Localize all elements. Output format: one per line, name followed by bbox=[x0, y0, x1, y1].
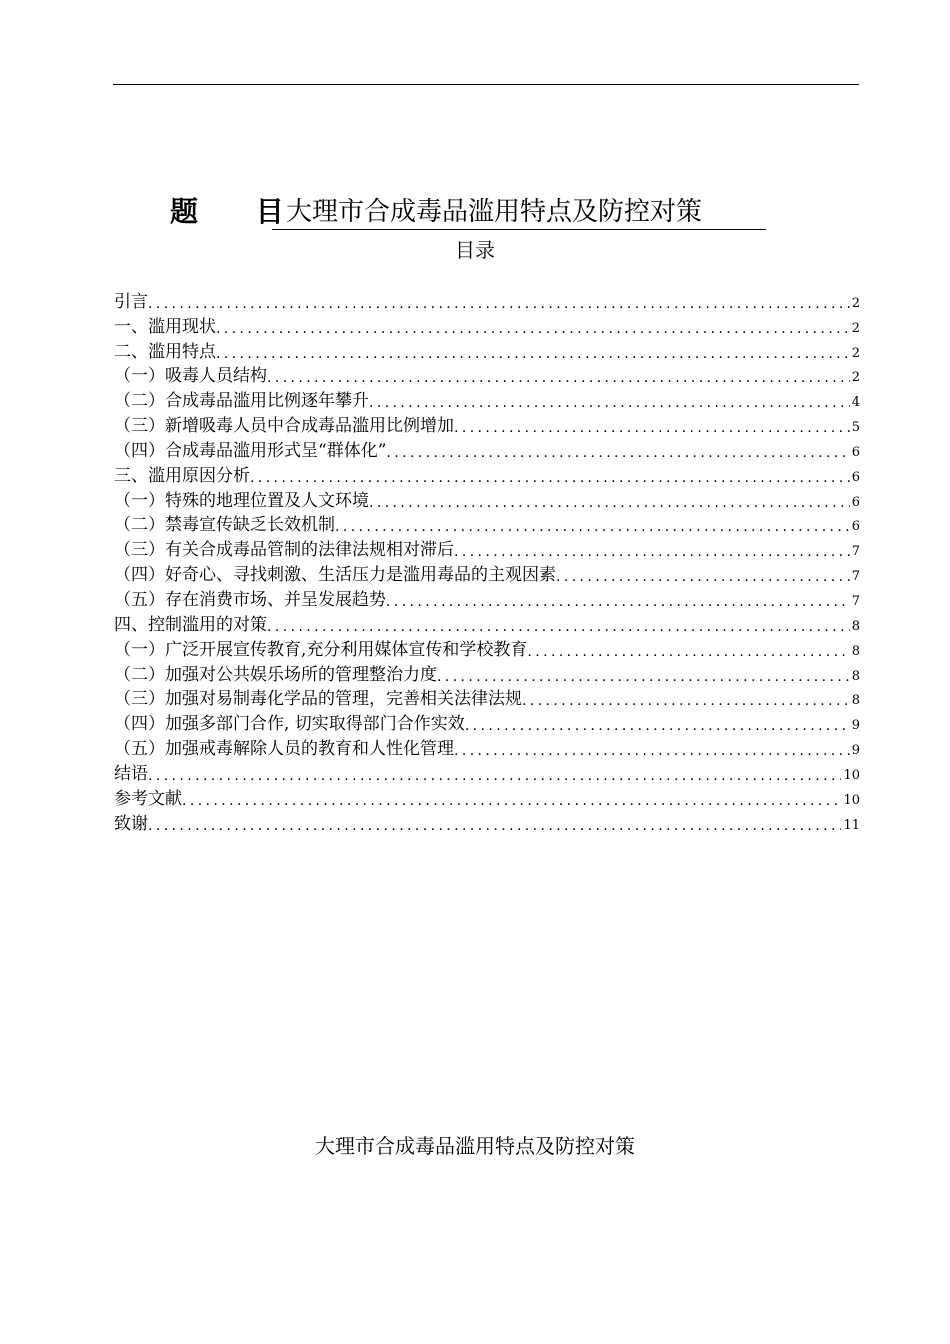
toc-entry[interactable] bbox=[114, 760, 860, 785]
toc-entry[interactable] bbox=[114, 412, 860, 437]
toc-entry-text: （四）加强多部门合作, 切实取得部门合作实效 bbox=[114, 714, 465, 735]
toc-heading: 目录 bbox=[455, 238, 495, 262]
toc-dot-leader bbox=[148, 295, 850, 313]
title-label: 题 目 bbox=[170, 195, 308, 228]
toc-page-number: 8 bbox=[851, 618, 860, 634]
toc-page-number: 10 bbox=[843, 767, 860, 783]
toc-entry[interactable] bbox=[114, 512, 860, 537]
toc-page-number: 7 bbox=[851, 544, 860, 560]
toc-page-number: 4 bbox=[851, 395, 860, 411]
toc-entry[interactable] bbox=[114, 810, 860, 835]
toc-dot-leader bbox=[335, 518, 850, 536]
toc-dot-leader bbox=[148, 817, 841, 835]
toc-entry[interactable] bbox=[114, 636, 860, 661]
toc-entry[interactable] bbox=[114, 462, 860, 487]
toc-page-number: 2 bbox=[851, 345, 860, 361]
toc-entry[interactable] bbox=[114, 561, 860, 586]
toc-entry[interactable] bbox=[114, 288, 860, 313]
toc-page-number: 7 bbox=[851, 569, 860, 585]
toc-entry[interactable] bbox=[114, 686, 860, 711]
table-of-contents bbox=[114, 288, 860, 835]
toc-page-number: 5 bbox=[851, 420, 860, 436]
toc-dot-leader bbox=[250, 469, 850, 487]
toc-entry[interactable] bbox=[114, 363, 860, 388]
toc-entry[interactable] bbox=[114, 338, 860, 363]
toc-entry[interactable] bbox=[114, 313, 860, 338]
toc-entry[interactable] bbox=[114, 735, 860, 760]
toc-dot-leader bbox=[267, 369, 850, 387]
toc-entry-text: （三）有关合成毒品管制的法律法规相对滞后 bbox=[114, 540, 454, 561]
toc-dot-leader bbox=[527, 643, 849, 661]
toc-entry[interactable] bbox=[114, 437, 860, 462]
toc-page-number: 11 bbox=[843, 817, 860, 833]
toc-page-number: 2 bbox=[851, 370, 860, 386]
toc-dot-leader bbox=[267, 618, 850, 636]
toc-entry-text: 一、滥用现状 bbox=[114, 316, 216, 337]
toc-dot-leader bbox=[454, 742, 850, 760]
toc-page-number: 6 bbox=[851, 494, 860, 510]
toc-entry-text: （三）新增吸毒人员中合成毒品滥用比例增加 bbox=[114, 416, 454, 437]
toc-page-number: 10 bbox=[843, 792, 860, 808]
toc-dot-leader bbox=[182, 792, 841, 810]
toc-page-number: 6 bbox=[851, 444, 860, 460]
toc-entry-text: 四、控制滥用的对策 bbox=[114, 614, 267, 635]
toc-entry[interactable] bbox=[114, 387, 860, 412]
toc-dot-leader bbox=[386, 593, 850, 611]
toc-dot-leader bbox=[522, 692, 850, 710]
toc-dot-leader bbox=[454, 419, 850, 437]
toc-entry[interactable] bbox=[114, 586, 860, 611]
toc-dot-leader bbox=[556, 568, 850, 586]
body-title: 大理市合成毒品滥用特点及防控对策 bbox=[315, 1134, 635, 1158]
toc-dot-leader bbox=[216, 320, 850, 338]
toc-entry[interactable] bbox=[114, 710, 860, 735]
toc-dot-leader bbox=[369, 394, 850, 412]
toc-entry-text: （一）特殊的地理位置及人文环境 bbox=[114, 490, 369, 511]
toc-entry[interactable] bbox=[114, 661, 860, 686]
toc-page-number: 9 bbox=[851, 743, 860, 759]
toc-dot-leader bbox=[465, 717, 850, 735]
toc-entry-text: 二、滥用特点 bbox=[114, 341, 216, 362]
toc-entry-text: （五）存在消费市场、并呈发展趋势 bbox=[114, 589, 386, 610]
toc-page-number: 6 bbox=[851, 519, 860, 535]
toc-page-number: 2 bbox=[851, 320, 860, 336]
thesis-title: 大理市合成毒品滥用特点及防控对策 bbox=[272, 190, 766, 230]
toc-dot-leader bbox=[369, 494, 850, 512]
toc-dot-leader bbox=[216, 345, 850, 363]
toc-entry-text: 三、滥用原因分析 bbox=[114, 465, 250, 486]
toc-entry-text: （三）加强对易制毒化学品的管理，完善相关法律法规 bbox=[114, 689, 522, 710]
toc-entry-text: （四）好奇心、寻找刺激、生活压力是滥用毒品的主观因素 bbox=[114, 565, 556, 586]
toc-entry-text: （四）合成毒品滥用形式呈“群体化” bbox=[114, 440, 387, 461]
toc-entry-text: 参考文献 bbox=[114, 788, 182, 809]
toc-entry-text: 引言 bbox=[114, 291, 148, 312]
header-rule bbox=[113, 84, 859, 85]
toc-page-number: 2 bbox=[851, 295, 860, 311]
toc-entry[interactable] bbox=[114, 611, 860, 636]
toc-entry-text: （一）广泛开展宣传教育,充分利用媒体宣传和学校教育 bbox=[114, 639, 528, 660]
toc-page-number: 6 bbox=[851, 469, 860, 485]
toc-entry[interactable] bbox=[114, 785, 860, 810]
toc-page-number: 8 bbox=[851, 643, 860, 659]
cover-title-row bbox=[0, 190, 950, 234]
toc-dot-leader bbox=[386, 444, 849, 462]
toc-page-number: 7 bbox=[851, 593, 860, 609]
toc-entry-text: （二）加强对公共娱乐场所的管理整治力度 bbox=[114, 664, 437, 685]
toc-entry-text: 致谢 bbox=[114, 813, 148, 834]
toc-entry-text: （二）禁毒宣传缺乏长效机制 bbox=[114, 515, 335, 536]
toc-entry-text: （五）加强戒毒解除人员的教育和人性化管理 bbox=[114, 739, 454, 760]
toc-page-number: 8 bbox=[851, 693, 860, 709]
toc-entry-text: （二）合成毒品滥用比例逐年攀升 bbox=[114, 391, 369, 412]
toc-page-number: 8 bbox=[851, 668, 860, 684]
toc-dot-leader bbox=[437, 668, 850, 686]
toc-dot-leader bbox=[454, 543, 850, 561]
toc-entry[interactable] bbox=[114, 487, 860, 512]
toc-entry-text: 结语 bbox=[114, 763, 148, 784]
toc-dot-leader bbox=[148, 767, 841, 785]
toc-entry[interactable] bbox=[114, 536, 860, 561]
toc-page-number: 9 bbox=[851, 718, 860, 734]
toc-entry-text: （一）吸毒人员结构 bbox=[114, 366, 267, 387]
